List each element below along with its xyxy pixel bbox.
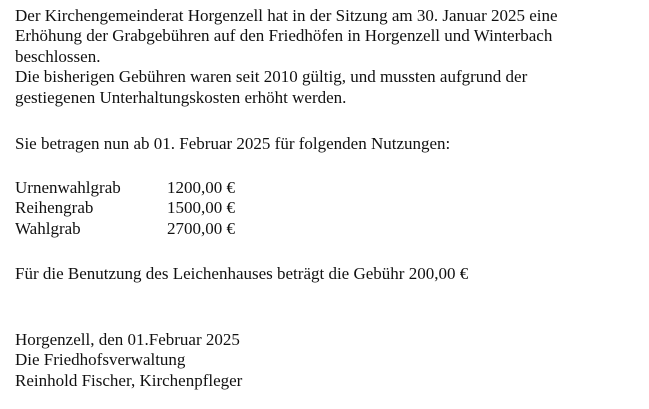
intro-line: Der Kirchengemeinderat Horgenzell hat in der Sitzung am 30. Januar 2025 eine xyxy=(15,6,558,25)
intro-line: gestiegenen Unterhaltungskosten erhöht werden. xyxy=(15,87,347,107)
signature-place-date: Horgenzell, den 01.Februar 2025 xyxy=(15,330,240,349)
signature-block xyxy=(15,330,242,391)
intro-line: Die bisherigen Gebühren waren seit 2010 gültig, und mussten aufgrund der xyxy=(15,67,528,87)
intro-line: Erhöhung der Grabgebühren auf den Friedhöfen in Horgenzell und Winterbach xyxy=(15,26,553,46)
mortuary-fee: Für die Benutzung des Leichenhauses beträgt die Gebühr 200,00 € xyxy=(15,264,469,283)
fee-label: Urnenwahlgrab xyxy=(15,178,121,197)
signature-office: Die Friedhofsverwaltung xyxy=(15,350,186,370)
intro-line: beschlossen. xyxy=(15,46,101,66)
fees-intro: Sie betragen nun ab 01. Februar 2025 für folgenden Nutzungen: xyxy=(15,134,451,153)
fee-label: Reihengrab xyxy=(15,198,94,218)
signature-name-role: Reinhold Fischer, Kirchenpfleger xyxy=(15,370,243,390)
fee-label: Wahlgrab xyxy=(15,218,81,238)
fee-amount: 1500,00 € xyxy=(167,198,235,218)
fee-amount: 2700,00 € xyxy=(167,218,235,238)
fee-amount: 1200,00 € xyxy=(167,178,235,197)
intro-paragraph xyxy=(15,6,558,108)
